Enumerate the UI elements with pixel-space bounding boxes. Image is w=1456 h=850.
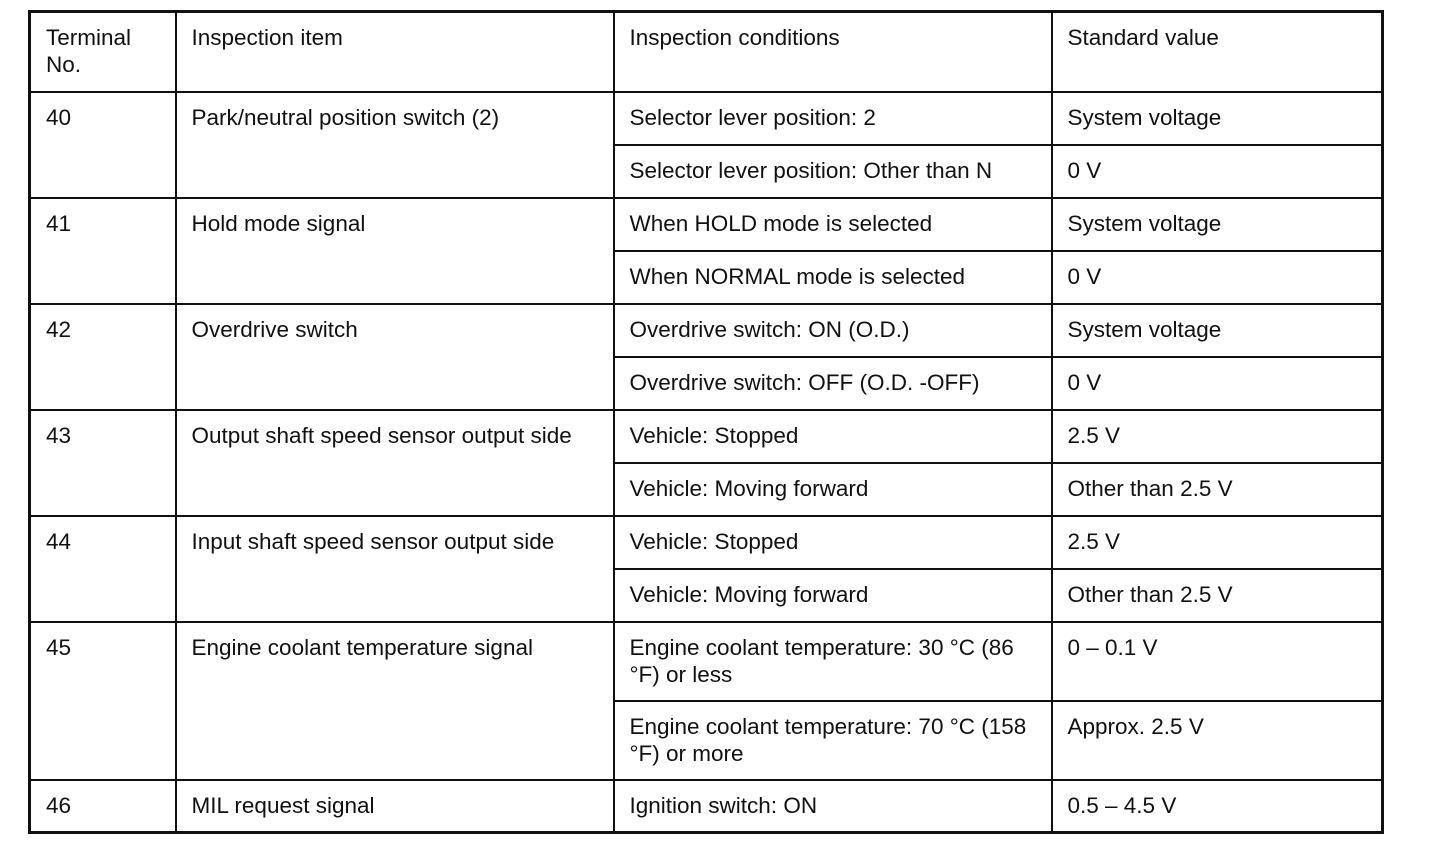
header-terminal-no: Terminal No.: [30, 12, 176, 92]
inspection-condition-cell: Vehicle: Stopped: [614, 410, 1052, 463]
terminal-no-cell: 46: [30, 780, 176, 833]
inspection-condition-cell: Engine coolant temperature: 70 °C (158 °F) or more: [614, 701, 1052, 780]
standard-value-cell: 2.5 V: [1052, 410, 1383, 463]
inspection-item-cell: Hold mode signal: [176, 198, 614, 304]
standard-value-cell: System voltage: [1052, 92, 1383, 145]
inspection-condition-cell: Selector lever position: 2: [614, 92, 1052, 145]
standard-value-cell: 0.5 – 4.5 V: [1052, 780, 1383, 833]
standard-value-cell: 0 V: [1052, 145, 1383, 198]
inspection-item-cell: MIL request signal: [176, 780, 614, 833]
standard-value-cell: 0 V: [1052, 251, 1383, 304]
inspection-condition-cell: Overdrive switch: ON (O.D.): [614, 304, 1052, 357]
inspection-table-page: [28, 10, 1384, 834]
inspection-table: [28, 10, 1384, 834]
inspection-condition-cell: Vehicle: Stopped: [614, 516, 1052, 569]
table-row: [30, 410, 1383, 463]
standard-value-cell: System voltage: [1052, 198, 1383, 251]
inspection-condition-cell: Overdrive switch: OFF (O.D. -OFF): [614, 357, 1052, 410]
header-inspection-conditions: Inspection conditions: [614, 12, 1052, 92]
standard-value-cell: Approx. 2.5 V: [1052, 701, 1383, 780]
standard-value-cell: 0 – 0.1 V: [1052, 622, 1383, 701]
standard-value-cell: Other than 2.5 V: [1052, 569, 1383, 622]
table-row: [30, 92, 1383, 145]
header-standard-value: Standard value: [1052, 12, 1383, 92]
terminal-no-cell: 42: [30, 304, 176, 410]
inspection-item-cell: Input shaft speed sensor output side: [176, 516, 614, 622]
terminal-no-cell: 45: [30, 622, 176, 780]
inspection-condition-cell: When NORMAL mode is selected: [614, 251, 1052, 304]
table-row: [30, 622, 1383, 701]
table-row: [30, 304, 1383, 357]
table-row: [30, 198, 1383, 251]
inspection-item-cell: Output shaft speed sensor output side: [176, 410, 614, 516]
inspection-item-cell: Park/neutral position switch (2): [176, 92, 614, 198]
inspection-item-cell: Overdrive switch: [176, 304, 614, 410]
terminal-no-cell: 40: [30, 92, 176, 198]
inspection-condition-cell: Engine coolant temperature: 30 °C (86 °F) or less: [614, 622, 1052, 701]
table-header-row: [30, 12, 1383, 92]
standard-value-cell: Other than 2.5 V: [1052, 463, 1383, 516]
inspection-condition-cell: Selector lever position: Other than N: [614, 145, 1052, 198]
table-row: [30, 516, 1383, 569]
inspection-condition-cell: Vehicle: Moving forward: [614, 463, 1052, 516]
inspection-condition-cell: Vehicle: Moving forward: [614, 569, 1052, 622]
standard-value-cell: System voltage: [1052, 304, 1383, 357]
standard-value-cell: 0 V: [1052, 357, 1383, 410]
terminal-no-cell: 41: [30, 198, 176, 304]
inspection-condition-cell: Ignition switch: ON: [614, 780, 1052, 833]
terminal-no-cell: 44: [30, 516, 176, 622]
inspection-item-cell: Engine coolant temperature signal: [176, 622, 614, 780]
inspection-condition-cell: When HOLD mode is selected: [614, 198, 1052, 251]
terminal-no-cell: 43: [30, 410, 176, 516]
header-inspection-item: Inspection item: [176, 12, 614, 92]
table-row: [30, 780, 1383, 833]
standard-value-cell: 2.5 V: [1052, 516, 1383, 569]
